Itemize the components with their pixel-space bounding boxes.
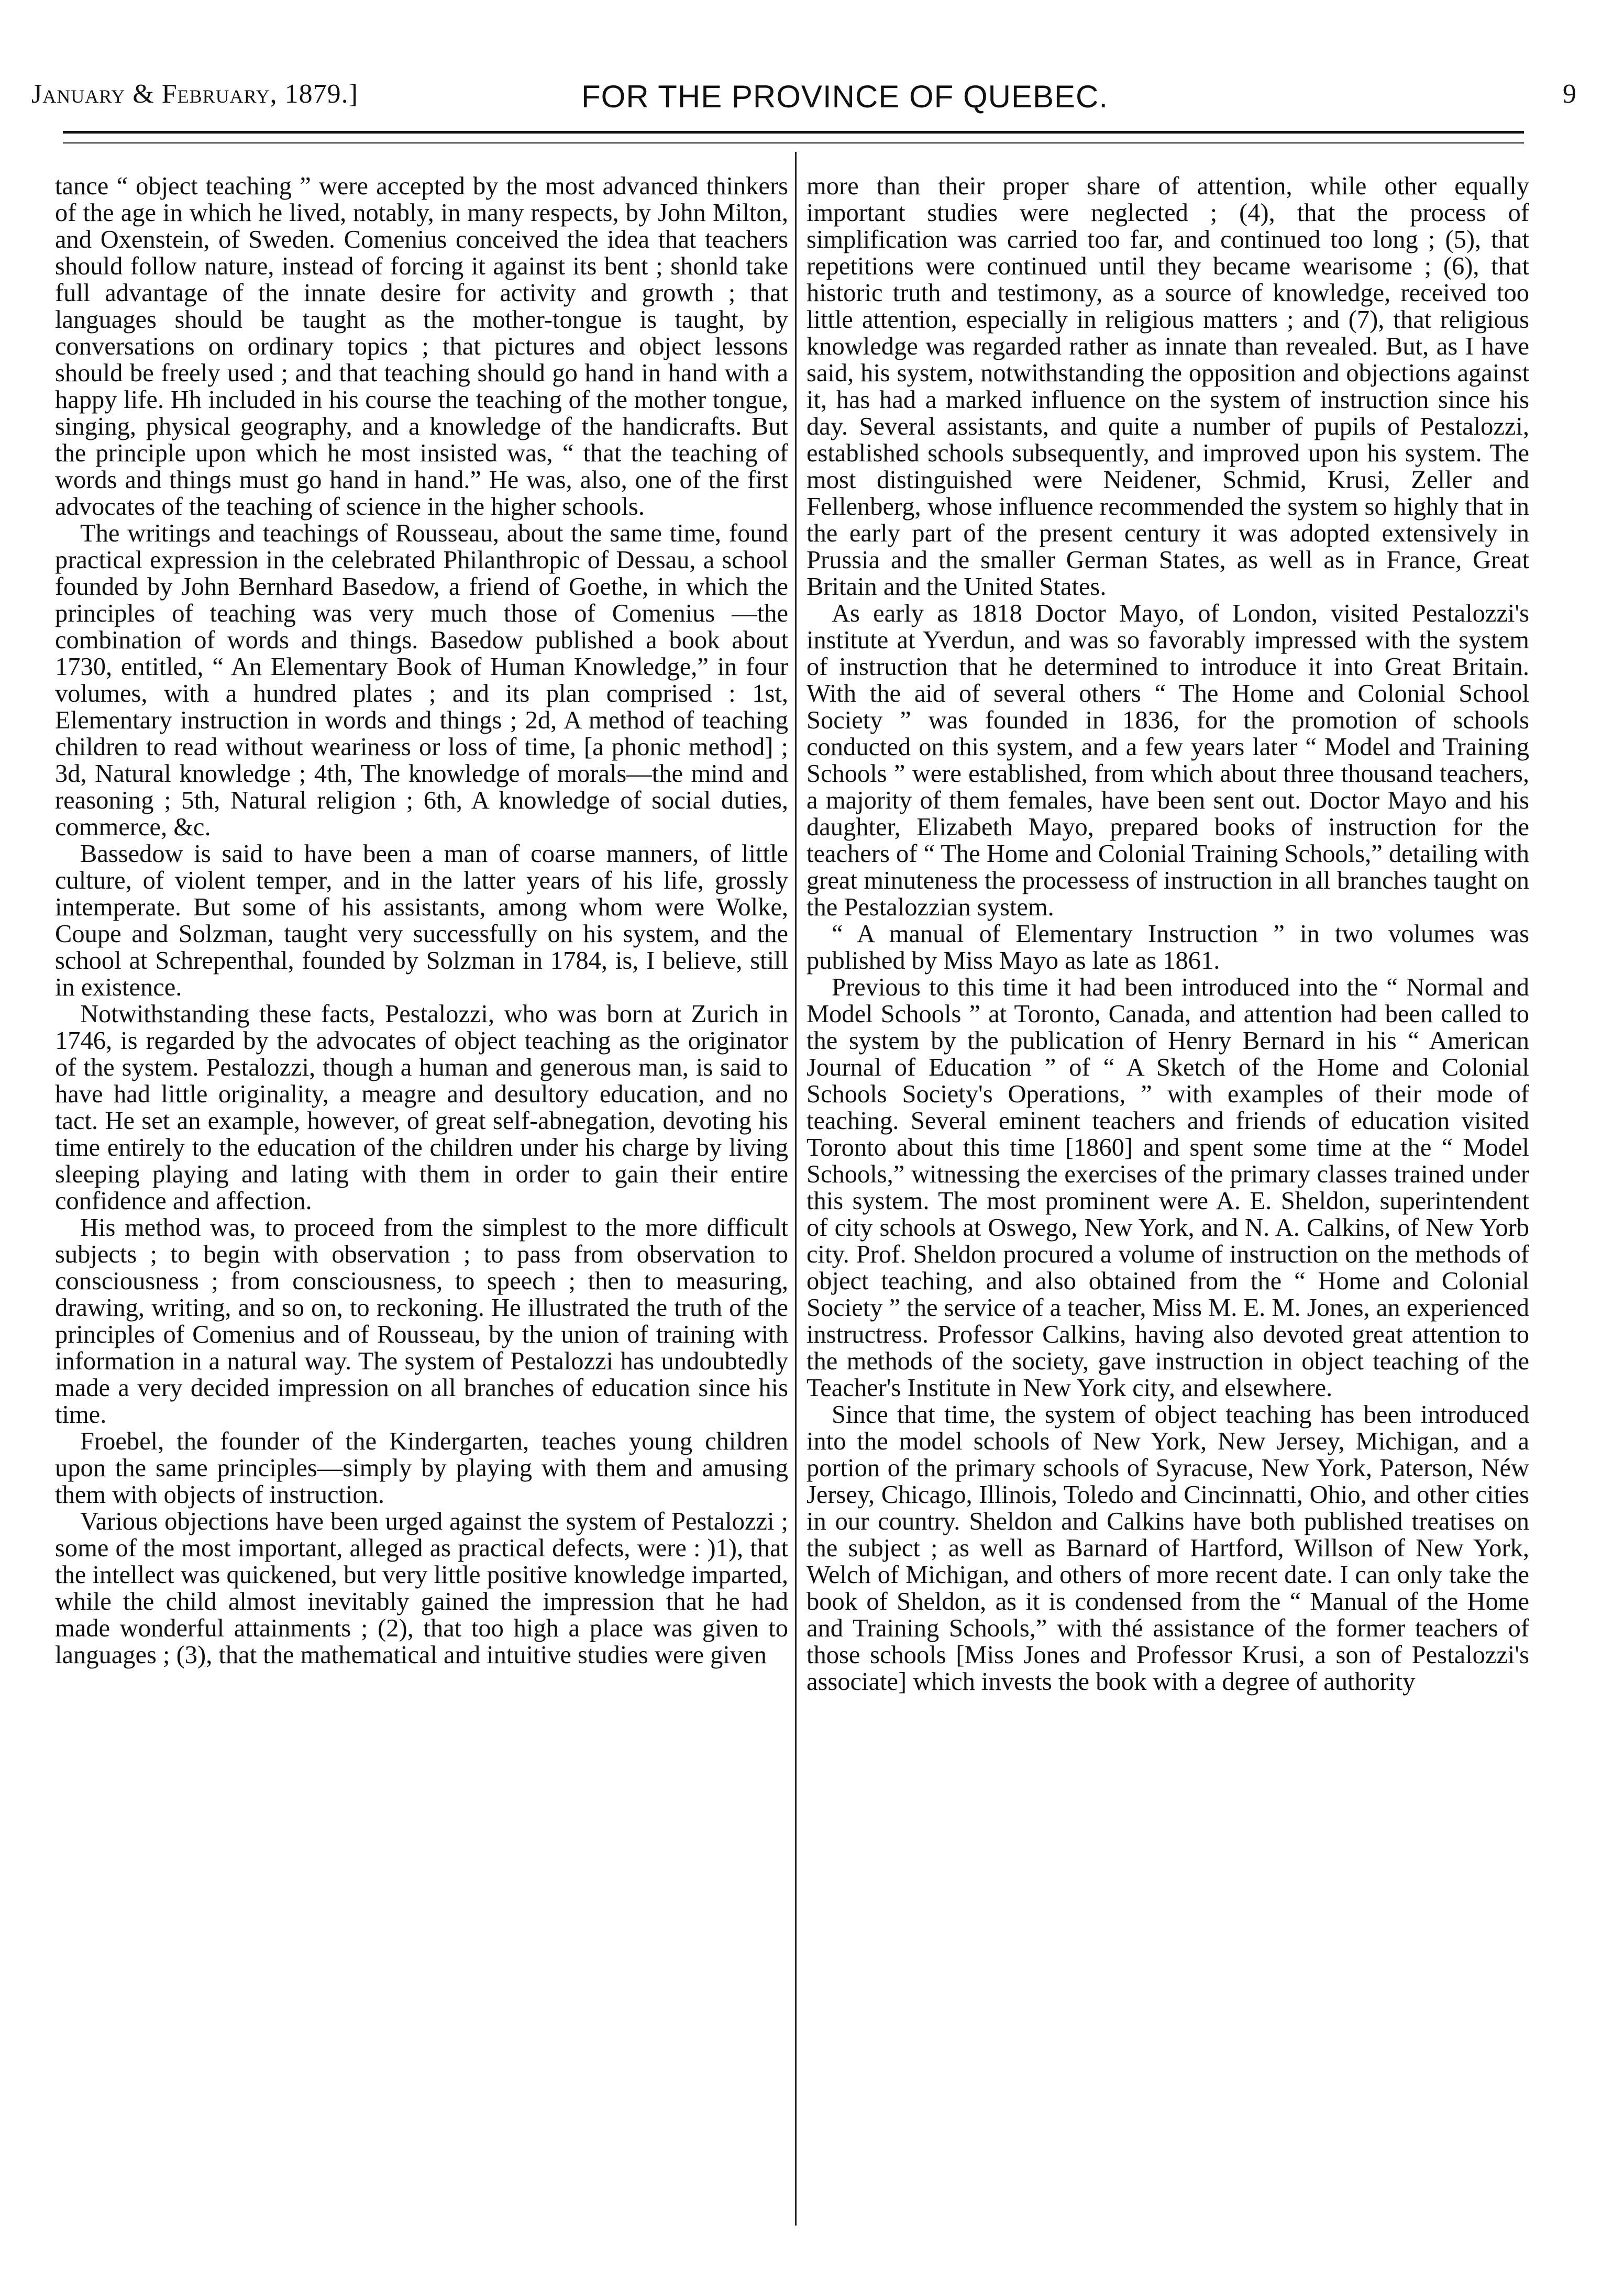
paragraph: Previous to this time it had been introduced into the “ Normal and Model Schools ” at Toronto, Canada, and attention had been called to the system by the publication of Henry Bernard in his “ American Journal of Education ” of “ A Sketch of the Home and Colonial Schools Society's Operations, ” with examples of their mode of teaching. Several eminent teachers and friends of education visited Toronto about this time [1860] and spent some time at the “ Model Schools,” witnessing the exercises of the primary classes trained under this system. The most prominent were A. E. Sheldon, superintendent of city schools at Oswego, New York, and N. A. Calkins, of New Yorb city. Prof. Sheldon procured a volume of instruction on the methods of object teaching, and also obtained from the “ Home and Colonial Society ” the service of a teacher, Miss M. E. M. Jones, an experienced instructress. Professor Calkins, having also devoted great attention to the methods of the society, gave instruction in object teaching of the Teacher's Institute in New York city, and elsewhere. (807, 973, 1529, 1402)
paragraph: Bassedow is said to have been a man of coarse manners, of little culture, of violent temper, and in the latter years of his life, grossly intemperate. But some of his assistants, among whom were Wolke, Coupe and Solzman, taught very successfully on his system, and the school at Schrepenthal, founded by Solzman in 1784, is, I believe, still in existence. (55, 840, 788, 1001)
page-number: 9 (1563, 79, 1576, 109)
column-divider (795, 152, 797, 2226)
paragraph: more than their proper share of attention, while other equally important studies were neglected ; (4), that the process of simplification was carried too far, and continued too long ; (5), that repetitions were continued until they became wearisome ; (6), that historic truth and testimony, as a source of knowledge, received too little attention, especially in religious matters ; and (7), that religious knowledge was regarded rather as innate than revealed. But, as I have said, his system, notwithstanding the opposition and objections against it, has had a marked influence on the system of instruction since his day. Several assistants, and quite a number of pupils of Pestalozzi, established schools subsequently, and improved upon his system. The most distinguished were Neidener, Schmid, Krusi, Zeller and Fellenberg, whose influence recommended the system so highly that in the early part of the present century it was adopted extensively in Prussia and the smaller German States, as well as in France, Great Britain and the United States. (807, 173, 1529, 601)
header-rule-thin (63, 142, 1524, 143)
right-column (807, 173, 1529, 2226)
paragraph: Notwithstanding these facts, Pestalozzi, who was born at Zurich in 1746, is regarded by the advocates of object teaching as the originator of the system. Pestalozzi, though a human and generous man, is said to have had little originality, a meagre and desultory education, and no tact. He set an example, however, of great self-abnegation, devoting his time entirely to the education of the children under his charge by living sleeping playing and lating with them in order to gain their entire confidence and affection. (55, 1000, 788, 1215)
journal-title: FOR THE PROVINCE OF QUEBEC. (581, 79, 1109, 114)
left-column (55, 173, 788, 2226)
paragraph: Various objections have been urged against the system of Pestalozzi ; some of the most important, alleged as practical defects, were : )1), that the intellect was quickened, but very little positive knowledge imparted, while the child almost inevitably gained the impression that he had made wonderful attainments ; (2), that too high a place was given to languages ; (3), that the mathematical and intuitive studies were given (55, 1508, 788, 1669)
paragraph: As early as 1818 Doctor Mayo, of London, visited Pestalozzi's institute at Yverdun, and was so favorably impressed with the system of instruction that he determined to introduce it into Great Britain. With the aid of several others “ The Home and Colonial School Society ” was founded in 1836, for the promotion of schools conducted on this system, and a few years later “ Model and Training Schools ” were established, from which about three thousand teachers, a majority of them females, have been sent out. Doctor Mayo and his daughter, Elizabeth Mayo, prepared books of instruction for the teachers of “ The Home and Colonial Training Schools,” detailing with great minuteness the processess of instruction in all branches taught on the Pestalozzian system. (807, 600, 1529, 921)
running-header (31, 79, 1576, 120)
paragraph: His method was, to proceed from the simplest to the more difficult subjects ; to begin with observation ; to pass from observation to consciousness ; from consciousness, to speech ; then to measuring, drawing, writing, and so on, to reckoning. He illustrated the truth of the principles of Comenius and of Rousseau, by the union of training with information in a natural way. The system of Pestalozzi has undoubtedly made a very decided impression on all branches of education since his time. (55, 1214, 788, 1429)
header-rule-thick (63, 131, 1524, 134)
paragraph: Froebel, the founder of the Kindergarten, teaches young children upon the same principles—simply by playing with them and amusing them with objects of instruction. (55, 1427, 788, 1509)
paragraph: tance “ object teaching ” were accepted by the most advanced thinkers of the age in which he lived, notably, in many respects, by John Milton, and Oxenstein, of Sweden. Comenius conceived the idea that teachers should follow nature, instead of forcing it against its bent ; shonld take full advantage of the innate desire for activity and growth ; that languages should be taught as the mother-tongue is taught, by conversations on ordinary topics ; that pictures and object lessons should be freely used ; and that teaching should go hand in hand with a happy life. Hh included in his course the teaching of the mother tongue, singing, physical geography, and a knowledge of the handicrafts. But the principle upon which he most insisted was, “ that the teaching of words and things must go hand in hand.” He was, also, one of the first advocates of the teaching of science in the higher schools. (55, 173, 788, 521)
paragraph: “ A manual of Elementary Instruction ” in two volumes was published by Miss Mayo as late as 1861. (807, 920, 1529, 975)
issue-date: January & February, 1879.] (31, 79, 358, 109)
paragraph: The writings and teachings of Rousseau, about the same time, found practical expression in the celebrated Philanthropic of Dessau, a school founded by John Bernhard Basedow, a friend of Goethe, in which the principles of teaching was very much those of Comenius —the combination of words and things. Basedow published a book about 1730, entitled, “ An Elementary Book of Human Knowledge,” in four volumes, with a hundred plates ; and its plan comprised : 1st, Elementary instruction in words and things ; 2d, A method of teaching children to read without weariness or loss of time, [a phonic method] ; 3d, Natural knowledge ; 4th, The knowledge of morals—the mind and reasoning ; 5th, Natural religion ; 6th, A knowledge of social duties, commerce, &c. (55, 519, 788, 841)
paragraph: Since that time, the system of object teaching has been introduced into the model schools of New York, New Jersey, Michigan, and a portion of the primary schools of Syracuse, New York, Paterson, Néw Jersey, Chicago, Illinois, Toledo and Cincinnatti, Ohio, and other cities in our country. Sheldon and Calkins have both published treatises on the subject ; as well as Barnard of Hartford, Willson of New York, Welch of Michigan, and others of more recent date. I can only take the book of Sheldon, as it is condensed from the “ Manual of the Home and Training Schools,” with thé assistance of the former teachers of those schools [Miss Jones and Professor Krusi, a son of Pestalozzi's associate] which invests the book with a degree of authority (807, 1401, 1529, 1696)
